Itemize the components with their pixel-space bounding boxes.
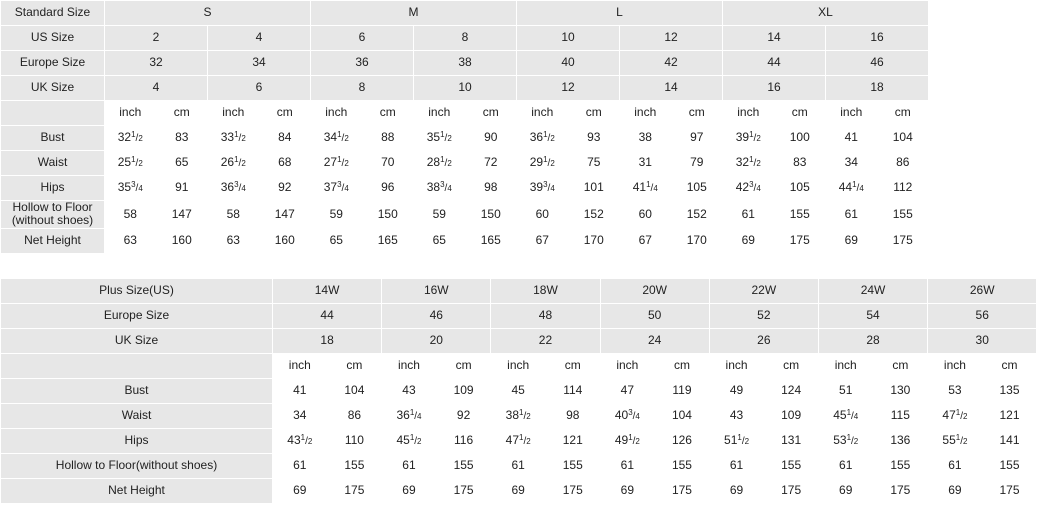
unit-inch: inch: [818, 353, 873, 378]
size-value: 18W: [491, 278, 600, 303]
size-row: [1, 303, 1037, 328]
size-value: 28: [818, 328, 927, 353]
unit-cm: cm: [655, 353, 710, 378]
measurement-value: 175: [877, 228, 929, 253]
measurement-value: 91: [156, 176, 208, 201]
measurement-value: $39^1/2$: [723, 126, 775, 151]
standard-size-table: [0, 0, 929, 254]
measurement-value: 155: [774, 201, 826, 229]
measurement-value: $47^1/2$: [928, 403, 983, 428]
size-value: 50: [600, 303, 709, 328]
measurement-value: $36^3/4$: [208, 176, 260, 201]
measurement-value: 59: [414, 201, 466, 229]
measurement-value: 155: [764, 453, 819, 478]
measurement-value: 92: [436, 403, 491, 428]
measurement-value: 114: [545, 378, 600, 403]
measurement-value: 65: [414, 228, 466, 253]
measurement-value: 69: [273, 478, 328, 503]
measurement-value: 136: [873, 428, 928, 453]
size-value: 24W: [818, 278, 927, 303]
size-row: [1, 76, 929, 101]
measurement-value: $47^1/2$: [491, 428, 546, 453]
measurement-value: 175: [436, 478, 491, 503]
measurement-value: 110: [327, 428, 382, 453]
size-value: 18: [826, 76, 929, 101]
size-value: 32: [105, 51, 208, 76]
measurement-value: $45^1/2$: [382, 428, 437, 453]
size-value: 12: [517, 76, 620, 101]
measurement-value: 175: [655, 478, 710, 503]
measurement-value: 152: [671, 201, 723, 229]
measurement-value: 43: [709, 403, 764, 428]
measurement-value: 61: [491, 453, 546, 478]
measurement-value: $45^1/4$: [818, 403, 873, 428]
measurement-value: 109: [764, 403, 819, 428]
size-row: [1, 51, 929, 76]
measurement-label: Bust: [1, 378, 273, 403]
measurement-value: 45: [491, 378, 546, 403]
size-value: 10: [517, 26, 620, 51]
unit-inch: inch: [491, 353, 546, 378]
measurement-value: 150: [362, 201, 414, 229]
size-value: 14: [723, 26, 826, 51]
measurement-value: 141: [982, 428, 1037, 453]
measurement-value: $44^1/4$: [826, 176, 878, 201]
unit-inch: inch: [826, 101, 878, 126]
measurement-value: 47: [600, 378, 655, 403]
measurement-value: 34: [826, 151, 878, 176]
unit-cm: cm: [873, 353, 928, 378]
unit-cm: cm: [568, 101, 620, 126]
size-row: [1, 26, 929, 51]
size-value: 22W: [709, 278, 818, 303]
measurement-value: 43: [382, 378, 437, 403]
measurement-row: [1, 126, 929, 151]
measurement-value: $32^1/2$: [105, 126, 157, 151]
unit-inch: inch: [105, 101, 157, 126]
row-label: Europe Size: [1, 51, 105, 76]
unit-row: [1, 353, 1037, 378]
measurement-value: 155: [982, 453, 1037, 478]
measurement-value: 93: [568, 126, 620, 151]
measurement-value: 160: [259, 228, 311, 253]
measurement-value: 67: [620, 228, 672, 253]
size-value: 16W: [382, 278, 491, 303]
measurement-row: [1, 403, 1037, 428]
measurement-value: 69: [826, 228, 878, 253]
size-value: 46: [382, 303, 491, 328]
measurement-value: $55^1/2$: [928, 428, 983, 453]
measurement-value: 86: [877, 151, 929, 176]
measurement-value: 88: [362, 126, 414, 151]
measurement-value: 135: [982, 378, 1037, 403]
measurement-value: 112: [877, 176, 929, 201]
size-value: 14W: [273, 278, 382, 303]
row-label: US Size: [1, 26, 105, 51]
measurement-value: 86: [327, 403, 382, 428]
measurement-value: 105: [774, 176, 826, 201]
size-group-l: L: [517, 1, 723, 26]
measurement-value: $42^3/4$: [723, 176, 775, 201]
unit-inch: inch: [928, 353, 983, 378]
size-value: 26W: [928, 278, 1037, 303]
unit-row: [1, 101, 929, 126]
measurement-value: 70: [362, 151, 414, 176]
measurement-row: [1, 176, 929, 201]
measurement-value: $34^1/2$: [311, 126, 363, 151]
measurement-value: 65: [156, 151, 208, 176]
measurement-value: 90: [465, 126, 517, 151]
size-value: 52: [709, 303, 818, 328]
measurement-value: 131: [764, 428, 819, 453]
measurement-value: 60: [517, 201, 569, 229]
unit-cm: cm: [877, 101, 929, 126]
measurement-value: 61: [928, 453, 983, 478]
measurement-value: 165: [465, 228, 517, 253]
measurement-value: $49^1/2$: [600, 428, 655, 453]
measurement-label: Hollow to Floor (without shoes): [1, 201, 105, 229]
size-value: 46: [826, 51, 929, 76]
measurement-value: $51^1/2$: [709, 428, 764, 453]
unit-row-label: [1, 101, 105, 126]
measurement-value: 155: [873, 453, 928, 478]
measurement-value: 175: [982, 478, 1037, 503]
measurement-row: [1, 151, 929, 176]
measurement-value: 41: [273, 378, 328, 403]
measurement-value: 155: [655, 453, 710, 478]
measurement-value: 175: [545, 478, 600, 503]
size-value: 8: [311, 76, 414, 101]
measurement-value: 61: [723, 201, 775, 229]
measurement-label: Net Height: [1, 478, 273, 503]
unit-inch: inch: [709, 353, 764, 378]
measurement-value: 175: [774, 228, 826, 253]
measurement-value: $40^3/4$: [600, 403, 655, 428]
measurement-value: 69: [382, 478, 437, 503]
measurement-value: 53: [928, 378, 983, 403]
row-label: UK Size: [1, 328, 273, 353]
measurement-value: 51: [818, 378, 873, 403]
size-value: 36: [311, 51, 414, 76]
measurement-value: 84: [259, 126, 311, 151]
row-label: Europe Size: [1, 303, 273, 328]
unit-row-label: [1, 353, 273, 378]
measurement-value: 61: [709, 453, 764, 478]
measurement-label: Bust: [1, 126, 105, 151]
measurement-value: 69: [723, 228, 775, 253]
size-value: 20W: [600, 278, 709, 303]
size-value: 26: [709, 328, 818, 353]
unit-cm: cm: [362, 101, 414, 126]
measurement-label: Hips: [1, 176, 105, 201]
measurement-value: 49: [709, 378, 764, 403]
measurement-value: $53^1/2$: [818, 428, 873, 453]
size-value: 16: [826, 26, 929, 51]
measurement-value: 63: [208, 228, 260, 253]
measurement-value: 96: [362, 176, 414, 201]
measurement-value: 104: [655, 403, 710, 428]
measurement-value: 155: [545, 453, 600, 478]
row-label-standard-size: Standard Size: [1, 1, 105, 26]
measurement-row: [1, 228, 929, 253]
measurement-value: 97: [671, 126, 723, 151]
measurement-value: 175: [327, 478, 382, 503]
unit-inch: inch: [723, 101, 775, 126]
measurement-row: [1, 428, 1037, 453]
size-value: 40: [517, 51, 620, 76]
measurement-row: [1, 201, 929, 229]
measurement-value: $28^1/2$: [414, 151, 466, 176]
size-value: 54: [818, 303, 927, 328]
measurement-value: 63: [105, 228, 157, 253]
plus-size-table: [0, 278, 1037, 504]
unit-inch: inch: [208, 101, 260, 126]
measurement-value: 61: [600, 453, 655, 478]
measurement-value: $38^3/4$: [414, 176, 466, 201]
size-value: 22: [491, 328, 600, 353]
size-value: 8: [414, 26, 517, 51]
measurement-value: 75: [568, 151, 620, 176]
measurement-value: 72: [465, 151, 517, 176]
measurement-value: 105: [671, 176, 723, 201]
unit-inch: inch: [311, 101, 363, 126]
size-value: 18: [273, 328, 382, 353]
size-value: 4: [208, 26, 311, 51]
measurement-value: 31: [620, 151, 672, 176]
measurement-value: 69: [491, 478, 546, 503]
unit-inch: inch: [382, 353, 437, 378]
size-value: 6: [208, 76, 311, 101]
measurement-value: 121: [545, 428, 600, 453]
measurement-value: 121: [982, 403, 1037, 428]
measurement-value: $43^1/2$: [273, 428, 328, 453]
unit-inch: inch: [620, 101, 672, 126]
measurement-value: 61: [826, 201, 878, 229]
measurement-label: Waist: [1, 151, 105, 176]
row-label: Plus Size(US): [1, 278, 273, 303]
size-value: 20: [382, 328, 491, 353]
measurement-value: 38: [620, 126, 672, 151]
measurement-value: 155: [877, 201, 929, 229]
measurement-value: 60: [620, 201, 672, 229]
measurement-value: $29^1/2$: [517, 151, 569, 176]
measurement-value: 41: [826, 126, 878, 151]
measurement-value: 150: [465, 201, 517, 229]
measurement-value: 116: [436, 428, 491, 453]
measurement-value: $35^1/2$: [414, 126, 466, 151]
unit-inch: inch: [273, 353, 328, 378]
measurement-value: 155: [327, 453, 382, 478]
size-value: 4: [105, 76, 208, 101]
size-group-m: M: [311, 1, 517, 26]
measurement-value: 92: [259, 176, 311, 201]
measurement-row: [1, 478, 1037, 503]
measurement-value: 79: [671, 151, 723, 176]
measurement-value: 175: [764, 478, 819, 503]
measurement-label: Net Height: [1, 228, 105, 253]
measurement-value: 69: [600, 478, 655, 503]
measurement-value: 100: [774, 126, 826, 151]
measurement-value: 165: [362, 228, 414, 253]
measurement-value: 58: [105, 201, 157, 229]
measurement-value: 68: [259, 151, 311, 176]
measurement-value: $39^3/4$: [517, 176, 569, 201]
size-value: 14: [620, 76, 723, 101]
measurement-value: $32^1/2$: [723, 151, 775, 176]
measurement-value: $25^1/2$: [105, 151, 157, 176]
measurement-label: Hips: [1, 428, 273, 453]
measurement-row: [1, 378, 1037, 403]
measurement-value: 170: [568, 228, 620, 253]
size-value: 12: [620, 26, 723, 51]
unit-cm: cm: [156, 101, 208, 126]
row-label: UK Size: [1, 76, 105, 101]
measurement-value: $37^3/4$: [311, 176, 363, 201]
measurement-value: 98: [545, 403, 600, 428]
size-group-s: S: [105, 1, 311, 26]
size-value: 2: [105, 26, 208, 51]
unit-cm: cm: [671, 101, 723, 126]
measurement-value: $26^1/2$: [208, 151, 260, 176]
table-spacer: [0, 254, 928, 278]
measurement-value: 59: [311, 201, 363, 229]
measurement-value: 98: [465, 176, 517, 201]
unit-cm: cm: [259, 101, 311, 126]
measurement-value: 175: [873, 478, 928, 503]
measurement-row: [1, 453, 1037, 478]
unit-cm: cm: [982, 353, 1037, 378]
measurement-value: $27^1/2$: [311, 151, 363, 176]
measurement-value: 61: [273, 453, 328, 478]
measurement-value: 126: [655, 428, 710, 453]
measurement-value: 124: [764, 378, 819, 403]
measurement-value: 160: [156, 228, 208, 253]
measurement-value: 69: [818, 478, 873, 503]
measurement-value: 109: [436, 378, 491, 403]
size-value: 30: [928, 328, 1037, 353]
size-value: 44: [723, 51, 826, 76]
measurement-value: 101: [568, 176, 620, 201]
measurement-value: 58: [208, 201, 260, 229]
measurement-value: 147: [156, 201, 208, 229]
unit-cm: cm: [436, 353, 491, 378]
measurement-value: 65: [311, 228, 363, 253]
measurement-value: 155: [436, 453, 491, 478]
size-value: 10: [414, 76, 517, 101]
measurement-value: 104: [877, 126, 929, 151]
measurement-value: 34: [273, 403, 328, 428]
measurement-value: 147: [259, 201, 311, 229]
measurement-value: 61: [382, 453, 437, 478]
unit-inch: inch: [517, 101, 569, 126]
size-value: 48: [491, 303, 600, 328]
measurement-value: 61: [818, 453, 873, 478]
unit-cm: cm: [774, 101, 826, 126]
size-value: 6: [311, 26, 414, 51]
size-group-row: [1, 1, 929, 26]
measurement-label: Hollow to Floor(without shoes): [1, 453, 273, 478]
unit-cm: cm: [465, 101, 517, 126]
size-value: 16: [723, 76, 826, 101]
measurement-value: $41^1/4$: [620, 176, 672, 201]
measurement-value: 152: [568, 201, 620, 229]
measurement-value: 130: [873, 378, 928, 403]
measurement-value: $33^1/2$: [208, 126, 260, 151]
size-value: 42: [620, 51, 723, 76]
measurement-value: $36^1/2$: [517, 126, 569, 151]
measurement-value: 67: [517, 228, 569, 253]
measurement-value: $35^3/4$: [105, 176, 157, 201]
measurement-value: 104: [327, 378, 382, 403]
unit-cm: cm: [545, 353, 600, 378]
size-group-xl: XL: [723, 1, 929, 26]
measurement-value: $36^1/4$: [382, 403, 437, 428]
measurement-value: $38^1/2$: [491, 403, 546, 428]
measurement-value: 69: [709, 478, 764, 503]
unit-cm: cm: [327, 353, 382, 378]
size-value: 24: [600, 328, 709, 353]
measurement-value: 83: [774, 151, 826, 176]
measurement-value: 170: [671, 228, 723, 253]
size-row: [1, 328, 1037, 353]
unit-inch: inch: [600, 353, 655, 378]
unit-inch: inch: [414, 101, 466, 126]
size-value: 34: [208, 51, 311, 76]
measurement-value: 83: [156, 126, 208, 151]
measurement-value: 69: [928, 478, 983, 503]
size-row: [1, 278, 1037, 303]
size-value: 38: [414, 51, 517, 76]
measurement-label: Waist: [1, 403, 273, 428]
measurement-value: 115: [873, 403, 928, 428]
size-value: 44: [273, 303, 382, 328]
unit-cm: cm: [764, 353, 819, 378]
measurement-value: 119: [655, 378, 710, 403]
size-value: 56: [928, 303, 1037, 328]
